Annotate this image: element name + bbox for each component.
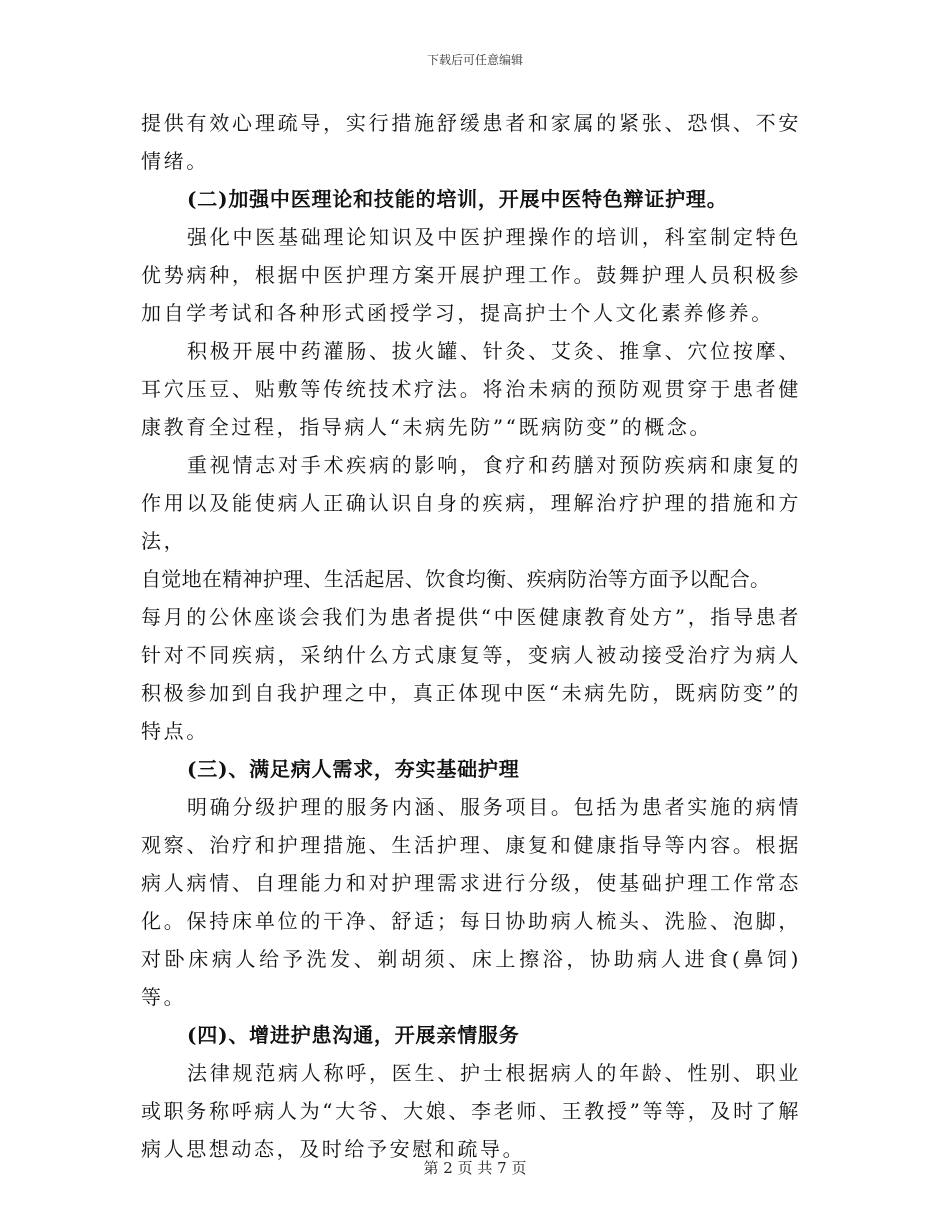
paragraph: 每月的公休座谈会我们为患者提供“中医健康教育处方”，指导患者针对不同疾病，采纳什么方式康复等，变病人被动接受治疗为病人积极参加到自我护理之中，真正体现中医“未病先防，既病防变”的特点。 bbox=[141, 605, 801, 743]
section-heading-2: (二)加强中医理论和技能的培训，开展中医特色辩证护理。 bbox=[187, 187, 728, 211]
paragraph: 积极开展中药灌肠、拔火罐、针灸、艾灸、推拿、穴位按摩、耳穴压豆、贴敷等传统技术疗法。将治未病的预防观贯穿于患者健康教育全过程，指导病人“未病先防”“既病防变”的概念。 bbox=[141, 339, 801, 439]
paragraph: 明确分级护理的服务内涵、服务项目。包括为患者实施的病情观察、治疗和护理措施、生活护理、康复和健康指导等内容。根据病人病情、自理能力和对护理需求进行分级，使基础护理工作常态化。保持床单位的干净、舒适；每日协助病人梳头、洗脸、泡脚，对卧床病人给予洗发、剃胡须、床上擦浴，协助病人进食(鼻饲)等。 bbox=[141, 795, 801, 1009]
paragraph: 重视情志对手术疾病的影响，食疗和药膳对预防疾病和康复的作用以及能使病人正确认识自身的疾病，理解治疗护理的措施和方法， bbox=[141, 453, 801, 553]
page-header: 下载后可任意编辑 bbox=[426, 53, 523, 67]
paragraph-continued: 提供有效心理疏导，实行措施舒缓患者和家属的紧张、恐惧、不安情绪。 bbox=[141, 111, 801, 173]
section-heading-4: (四)、增进护患沟通，开展亲情服务 bbox=[187, 1023, 520, 1047]
page-number: 第 2 页 共 7 页 bbox=[423, 1159, 527, 1177]
document-body bbox=[141, 104, 801, 1168]
paragraph: 法律规范病人称呼，医生、护士根据病人的年龄、性别、职业或职务称呼病人为“大爷、大娘、李老师、王教授”等等，及时了解病人思想动态，及时给予安慰和疏导。 bbox=[141, 1061, 801, 1161]
paragraph: 强化中医基础理论知识及中医护理操作的培训，科室制定特色优势病种，根据中医护理方案开展护理工作。鼓舞护理人员积极参加自学考试和各种形式函授学习，提高护士个人文化素养修养。 bbox=[141, 225, 801, 325]
paragraph-line: 自觉地在精神护理、生活起居、饮食均衡、疾病防治等方面予以配合。 bbox=[141, 567, 771, 591]
section-heading-3: (三)、满足病人需求，夯实基础护理 bbox=[187, 757, 520, 781]
